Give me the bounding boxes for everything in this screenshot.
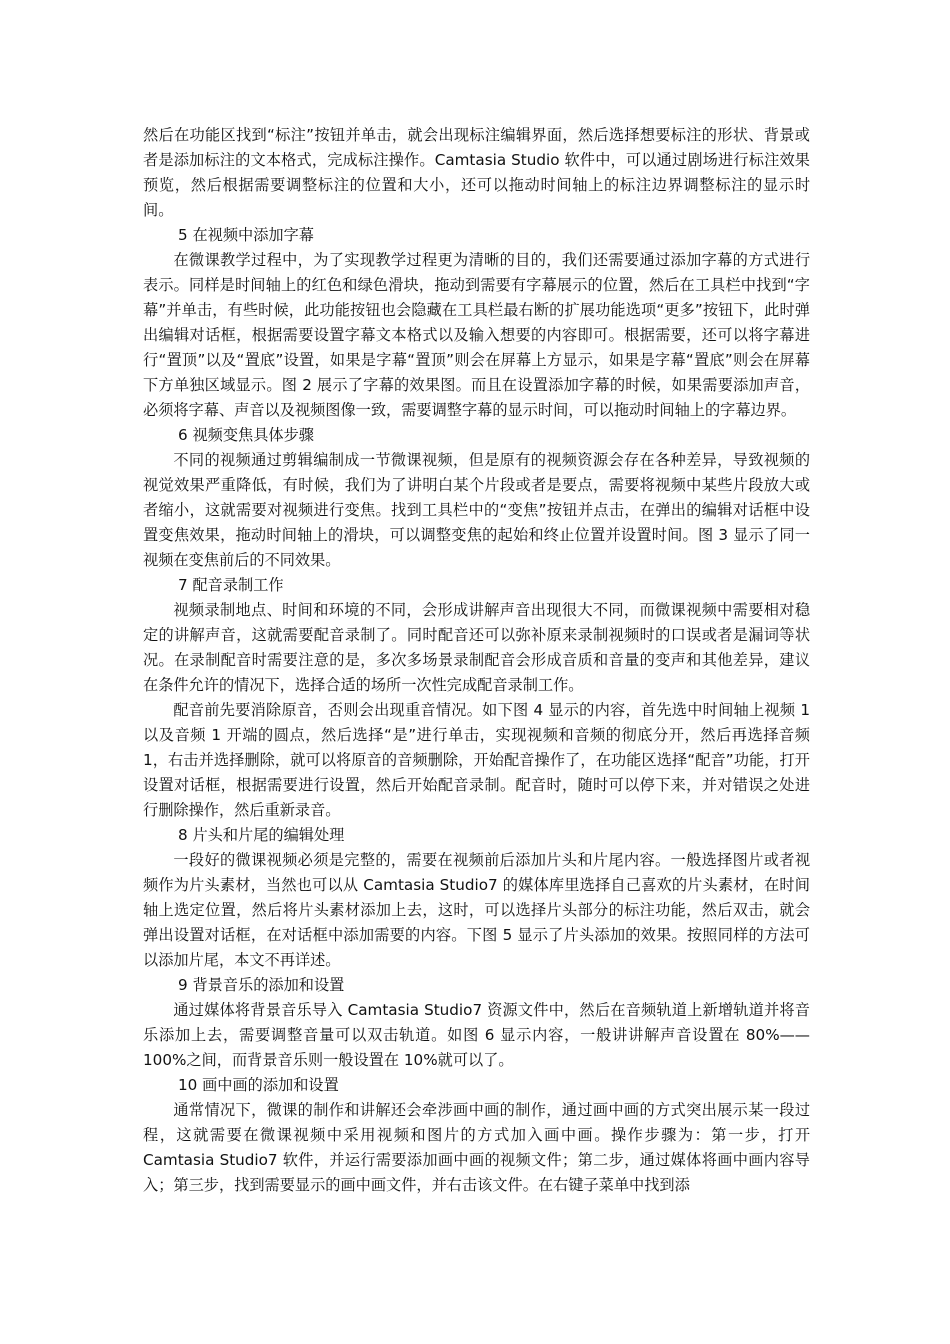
paragraph-zoom: 不同的视频通过剪辑编制成一节微课视频，但是原有的视频资源会存在各种差异，导致视频的视觉效果严重降低，有时候，我们为了讲明白某个片段或者是要点，需要将视频中某些片段放大或者缩小，这就需要对视频进行变焦。找到工具栏中的“变焦”按钮并点击，在弹出的编辑对话框中设置变焦效果，拖动时间轴上的滑块，可以调整变焦的起始和终止位置并设置时间。图 3 显示了同一视频在变焦前后的不同效果。 xyxy=(143,451,810,569)
paragraph-voiceover-1: 视频录制地点、时间和环境的不同，会形成讲解声音出现很大不同，而微课视频中需要相对稳定的讲解声音，这就需要配音录制了。同时配音还可以弥补原来录制视频时的口误或者是漏词等状况。在录制配音时需要注意的是，多次多场景录制配音会形成音质和音量的变声和其他差异，建议在条件允许的情况下，选择合适的场所一次性完成配音录制工作。 xyxy=(143,601,810,694)
document-body xyxy=(143,123,810,1198)
paragraph-voiceover-2: 配音前先要消除原音，否则会出现重音情况。如下图 4 显示的内容，首先选中时间轴上视频 1 以及音频 1 开端的圆点，然后选择“是”进行单击，实现视频和音频的彻底分开，然后再选择音频 1，右击并选择删除，就可以将原音的音频删除，开始配音操作了，在功能区选择“配音”功能，打开设置对话框，根据需要进行设置，然后开始配音录制。配音时，随时可以停下来，并对错误之处进行删除操作，然后重新录音。 xyxy=(143,701,810,819)
paragraph-background-music: 通过媒体将背景音乐导入 Camtasia Studio7 资源文件中，然后在音频轨道上新增轨道并将音乐添加上去，需要调整音量可以双击轨道。如图 6 显示内容，一般讲讲解声音设置在 80%——100%之间，而背景音乐则一般设置在 10%就可以了。 xyxy=(143,1001,810,1069)
section-heading-8: 8 片头和片尾的编辑处理 xyxy=(177,826,345,844)
section-heading-7: 7 配音录制工作 xyxy=(177,576,284,594)
section-heading-10: 10 画中画的添加和设置 xyxy=(177,1076,339,1094)
section-heading-6: 6 视频变焦具体步骤 xyxy=(177,426,314,444)
paragraph-intro-outro: 一段好的微课视频必须是完整的，需要在视频前后添加片头和片尾内容。一般选择图片或者视频作为片头素材，当然也可以从 Camtasia Studio7 的媒体库里选择自己喜欢的片头素材，在时间轴上选定位置，然后将片头素材添加上去，这时，可以选择片头部分的标注功能，然后双击，就会弹出设置对话框，在对话框中添加需要的内容。下图 5 显示了片头添加的效果。按照同样的方法可以添加片尾，本文不再详述。 xyxy=(143,851,810,969)
paragraph-subtitles: 在微课教学过程中，为了实现教学过程更为清晰的目的，我们还需要通过添加字幕的方式进行表示。同样是时间轴上的红色和绿色滑块，拖动到需要有字幕展示的位置，然后在工具栏中找到“字幕”并单击，有些时候，此功能按钮也会隐藏在工具栏最右断的扩展功能选项“更多”按钮下，此时弹出编辑对话框，根据需要设置字幕文本格式以及输入想要的内容即可。根据需要，还可以将字幕进行“置顶”以及“置底”设置，如果是字幕“置顶”则会在屏幕上方显示，如果是字幕“置底”则会在屏幕下方单独区域显示。图 2 展示了字幕的效果图。而且在设置添加字幕的时候，如果需要添加声音，必须将字幕、声音以及视频图像一致，需要调整字幕的显示时间，可以拖动时间轴上的字幕边界。 xyxy=(143,251,810,419)
paragraph-callout-continued: 然后在功能区找到“标注”按钮并单击，就会出现标注编辑界面，然后选择想要标注的形状、背景或者是添加标注的文本格式，完成标注操作。Camtasia Studio 软件中，可以通过剧场进行标注效果预览，然后根据需要调整标注的位置和大小，还可以拖动时间轴上的标注边界调整标注的显示时间。 xyxy=(143,126,810,219)
section-heading-5: 5 在视频中添加字幕 xyxy=(177,226,314,244)
paragraph-picture-in-picture: 通常情况下，微课的制作和讲解还会牵涉画中画的制作，通过画中画的方式突出展示某一段过程，这就需要在微课视频中采用视频和图片的方式加入画中画。操作步骤为：第一步，打开 Camtasia Studio7 软件，并运行需要添加画中画的视频文件；第二步，通过媒体将画中画内容导入；第三步，找到需要显示的画中画文件，并右击该文件。在右键子菜单中找到添 xyxy=(143,1101,810,1194)
section-heading-9: 9 背景音乐的添加和设置 xyxy=(177,976,345,994)
